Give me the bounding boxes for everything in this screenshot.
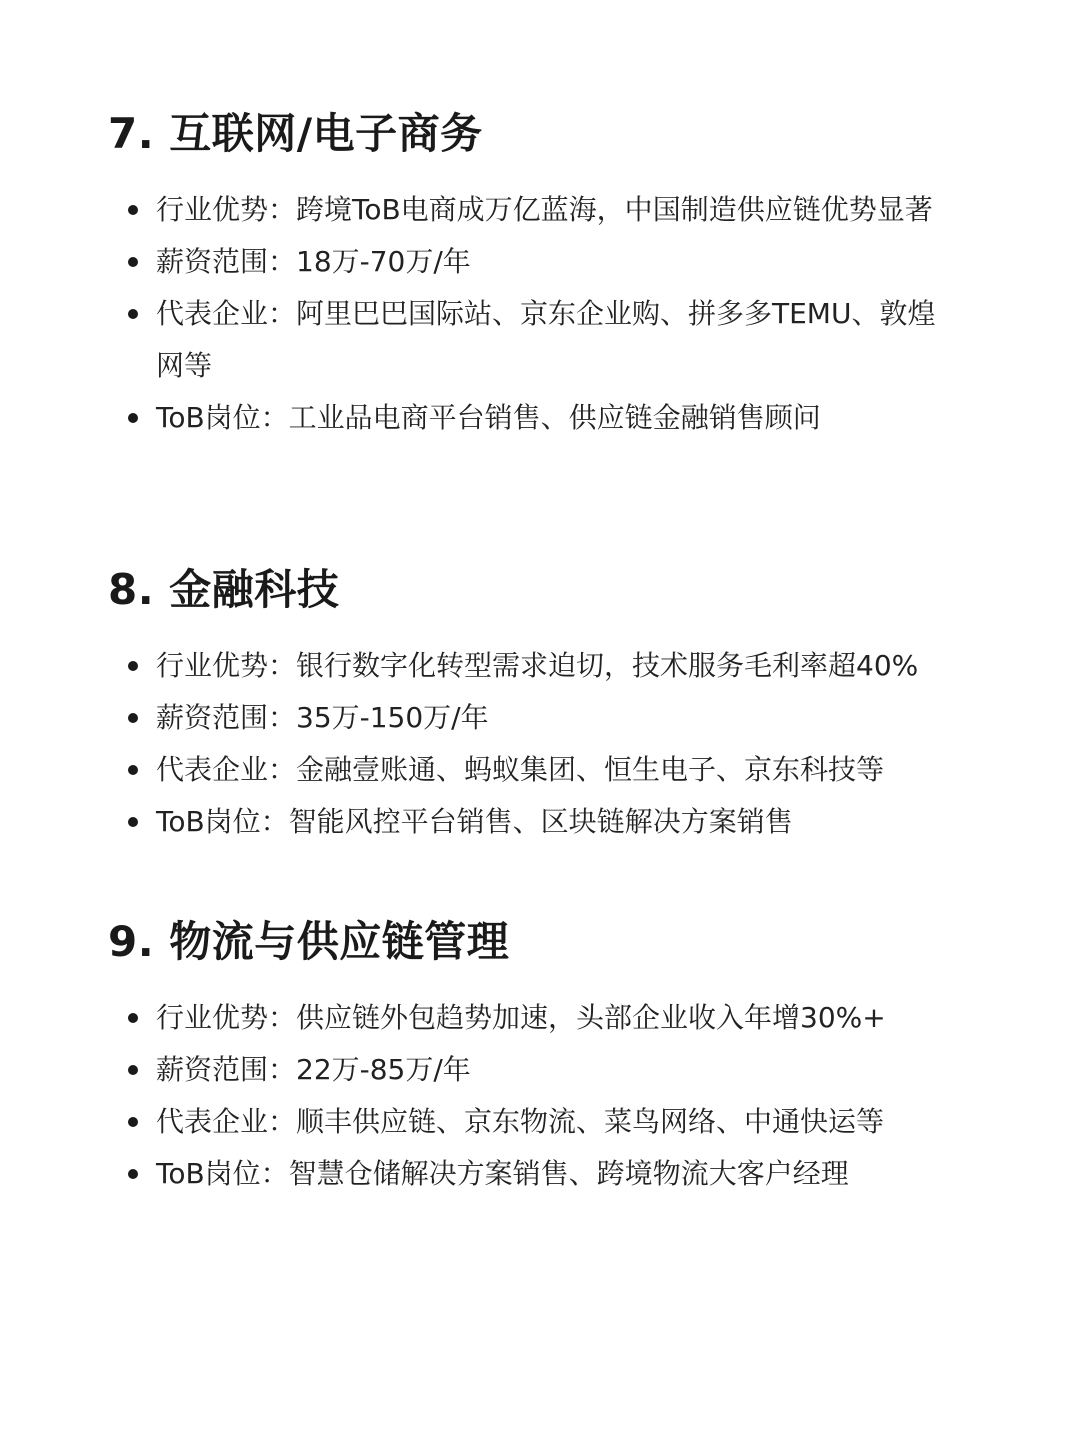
bullet-dot-icon [128, 817, 138, 827]
bullet-dot-icon [128, 713, 138, 723]
list-item [108, 1096, 948, 1148]
bullet-dot-icon [128, 1169, 138, 1179]
bullet-list [108, 992, 948, 1200]
list-item-text: 薪资范围：35万-150万/年 [156, 701, 489, 734]
list-item [108, 1148, 948, 1200]
list-item [108, 392, 948, 444]
list-item [108, 992, 948, 1044]
list-item [108, 796, 948, 848]
bullet-dot-icon [128, 1065, 138, 1075]
section-title: 9. 物流与供应链管理 [108, 917, 510, 966]
section-internet-ecommerce [108, 106, 948, 444]
list-item-text: 代表企业：顺丰供应链、京东物流、菜鸟网络、中通快运等 [156, 1105, 885, 1138]
bullet-dot-icon [128, 1117, 138, 1127]
list-item [108, 640, 948, 692]
section-logistics-supply-chain [108, 914, 948, 1200]
bullet-list [108, 184, 948, 444]
list-item [108, 1044, 948, 1096]
bullet-dot-icon [128, 257, 138, 267]
list-item-text: ToB岗位：智慧仓储解决方案销售、跨境物流大客户经理 [156, 1157, 849, 1190]
bullet-dot-icon [128, 205, 138, 215]
section-title: 7. 互联网/电子商务 [108, 109, 483, 158]
list-item [108, 288, 948, 392]
bullet-list [108, 640, 948, 848]
list-item [108, 692, 948, 744]
bullet-dot-icon [128, 309, 138, 319]
list-item [108, 184, 948, 236]
list-item-text: 行业优势：供应链外包趋势加速，头部企业收入年增30%+ [156, 1001, 886, 1034]
section-fintech [108, 562, 948, 848]
list-item-text: ToB岗位：智能风控平台销售、区块链解决方案销售 [156, 805, 793, 838]
list-item [108, 236, 948, 288]
list-item-text: ToB岗位：工业品电商平台销售、供应链金融销售顾问 [156, 401, 821, 434]
section-title: 8. 金融科技 [108, 565, 340, 614]
bullet-dot-icon [128, 1013, 138, 1023]
bullet-dot-icon [128, 661, 138, 671]
list-item-text: 薪资范围：18万-70万/年 [156, 245, 471, 278]
list-item [108, 744, 948, 796]
bullet-dot-icon [128, 413, 138, 423]
list-item-text: 代表企业：阿里巴巴国际站、京东企业购、拼多多TEMU、敦煌网等 [156, 297, 936, 382]
list-item-text: 行业优势：银行数字化转型需求迫切，技术服务毛利率超40% [156, 649, 919, 682]
bullet-dot-icon [128, 765, 138, 775]
list-item-text: 代表企业：金融壹账通、蚂蚁集团、恒生电子、京东科技等 [156, 753, 885, 786]
list-item-text: 薪资范围：22万-85万/年 [156, 1053, 471, 1086]
list-item-text: 行业优势：跨境ToB电商成万亿蓝海，中国制造供应链优势显著 [156, 193, 933, 226]
